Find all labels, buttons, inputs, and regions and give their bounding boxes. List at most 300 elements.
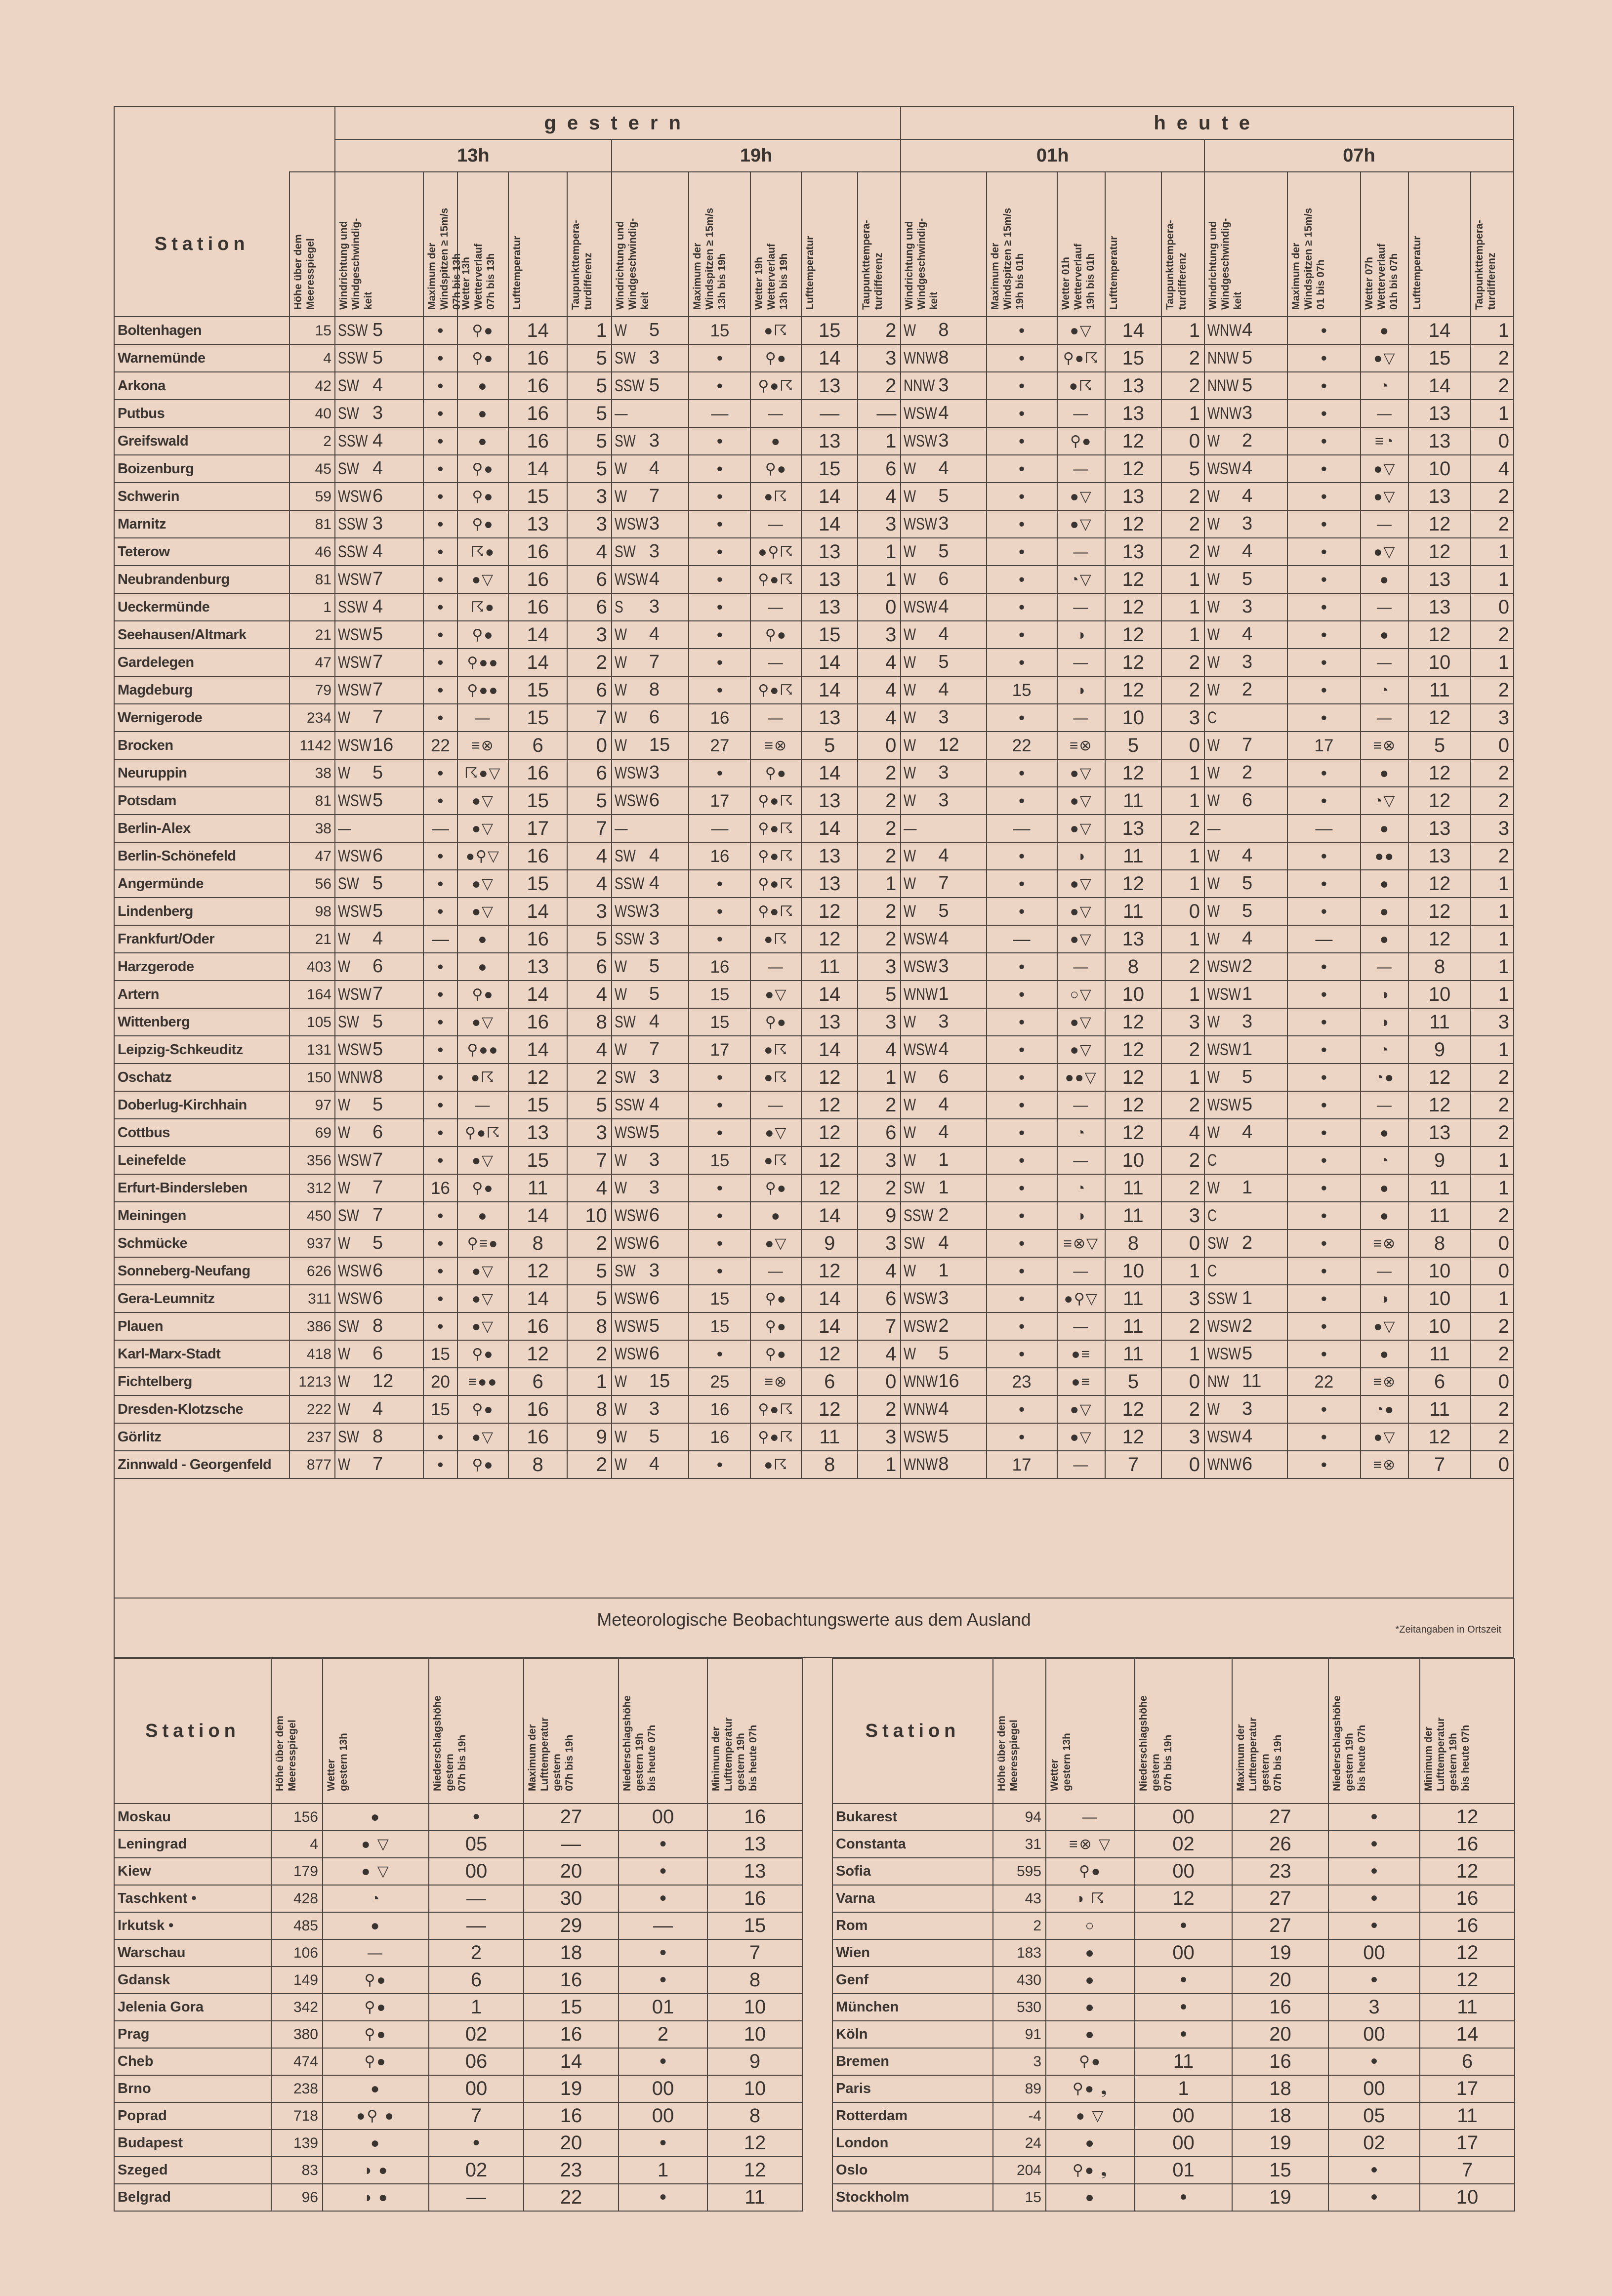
air-temperature: 14	[508, 1036, 568, 1064]
foreign-row	[832, 2075, 1515, 2102]
air-temperature: 15	[508, 870, 568, 898]
wind-speed: 4	[372, 1398, 383, 1419]
dewpoint-difference: 0	[1161, 1230, 1204, 1257]
dewpoint-difference: 1	[1471, 981, 1514, 1008]
station-row	[114, 1174, 1514, 1202]
max-gust: •	[987, 566, 1057, 593]
max-gust: •	[689, 1202, 750, 1230]
max-gust: •	[423, 787, 457, 815]
air-temperature: 12	[801, 1395, 858, 1423]
air-temperature: 8	[508, 1230, 568, 1257]
wind-direction: WSW	[614, 1289, 648, 1308]
weather-symbol: ●▽	[457, 1257, 508, 1285]
station-name: Berlin-Schönefeld	[114, 842, 289, 870]
wind-direction: W	[1207, 542, 1220, 561]
weather-symbol: ≡⊗▽	[1057, 1230, 1105, 1257]
wind-speed: 3	[649, 430, 660, 451]
max-gust: —	[1287, 815, 1361, 842]
wind-speed: 5	[938, 652, 949, 672]
station-name: Warnemünde	[114, 344, 289, 372]
station-row	[114, 676, 1514, 704]
station-altitude: 403	[289, 953, 335, 981]
station-row	[114, 732, 1514, 759]
weather-symbol: ●▽	[1057, 1036, 1105, 1064]
max-temp: 19	[524, 2075, 619, 2102]
weather-symbol: ◔	[1361, 1147, 1408, 1174]
foreign-station-name: Budapest	[114, 2130, 271, 2157]
wind-direction: WNW	[904, 985, 938, 1004]
wind-direction-speed	[612, 1036, 689, 1064]
precip-night: •	[1328, 1831, 1420, 1858]
max-gust: •	[987, 704, 1057, 732]
dewpoint-difference: 3	[1471, 1008, 1514, 1036]
air-temperature: 12	[1105, 427, 1161, 455]
wind-speed: 2	[1241, 956, 1253, 977]
precip-day: 11	[1135, 2048, 1232, 2075]
station-name: Arkona	[114, 372, 289, 400]
dewpoint-difference: 4	[858, 1257, 901, 1285]
air-temperature: 12	[1105, 759, 1161, 787]
weather-symbol: ●	[1361, 815, 1408, 842]
max-gust: •	[987, 1230, 1057, 1257]
wind-speed: 2	[1241, 762, 1253, 783]
dewpoint-difference: 9	[858, 1202, 901, 1230]
air-temperature: 14	[508, 898, 568, 925]
min-temp: 10	[707, 2021, 802, 2048]
foreign-station-name: Köln	[832, 2021, 993, 2048]
wind-direction-speed	[612, 510, 689, 538]
station-row	[114, 427, 1514, 455]
station-altitude: 2	[289, 427, 335, 455]
max-gust: 17	[987, 1451, 1057, 1478]
foreign-row	[114, 1858, 802, 1885]
precip-night: 00	[1328, 2021, 1420, 2048]
wind-direction-speed	[335, 1257, 423, 1285]
station-row	[114, 759, 1514, 787]
subgroup-19h: 19h	[612, 139, 901, 172]
weather-13h: ●	[1046, 2021, 1135, 2048]
foreign-col-header-0: Höhe über dem Meeresspiegel	[993, 1658, 1046, 1804]
wind-speed: 6	[649, 790, 660, 811]
wind-direction-speed	[335, 1064, 423, 1091]
wind-direction: W	[904, 1068, 916, 1087]
col-header-g13-1: Maximum der Windspitzen ≥ 15m/s 07h bis 13h	[423, 172, 457, 317]
wind-speed: 5	[372, 1094, 383, 1115]
weather-symbol: ⚲●	[750, 759, 801, 787]
wind-direction-speed	[335, 427, 423, 455]
weather-13h: ⚲● ❟	[1046, 2157, 1135, 2184]
dewpoint-difference: 2	[1161, 1395, 1204, 1423]
wind-speed: 7	[372, 984, 383, 1004]
air-temperature: 14	[508, 1285, 568, 1312]
wind-direction: SSW	[337, 321, 368, 340]
max-gust: •	[1287, 593, 1361, 621]
air-temperature: 12	[1408, 621, 1470, 649]
wind-direction-speed	[901, 1147, 986, 1174]
weather-symbol: ⚲●	[457, 981, 508, 1008]
foreign-row	[832, 2184, 1515, 2211]
weather-13h: ●	[323, 1912, 429, 1939]
max-gust: 15	[987, 676, 1057, 704]
max-gust: •	[689, 676, 750, 704]
dewpoint-difference: 1	[1471, 1174, 1514, 1202]
weather-symbol: ●☈	[1057, 372, 1105, 400]
wind-direction: W	[904, 542, 916, 561]
wind-direction-speed	[335, 372, 423, 400]
min-temp: 10	[707, 1994, 802, 2021]
dewpoint-difference: 2	[858, 372, 901, 400]
max-temp: 19	[1232, 1939, 1328, 1967]
dewpoint-difference: 0	[858, 1368, 901, 1395]
air-temperature: 13	[801, 566, 858, 593]
air-temperature: 14	[1408, 372, 1470, 400]
max-gust: —	[1287, 925, 1361, 953]
weather-symbol: ⚲●	[457, 510, 508, 538]
max-temp: 16	[1232, 1994, 1328, 2021]
wind-direction-speed	[1204, 870, 1287, 898]
precip-night: •	[619, 2130, 707, 2157]
air-temperature: 10	[1105, 704, 1161, 732]
air-temperature: 13	[508, 1119, 568, 1147]
wind-speed: 4	[1241, 845, 1253, 866]
air-temperature: 15	[508, 1091, 568, 1119]
station-name: Seehausen/Altmark	[114, 621, 289, 649]
wind-direction: W	[1207, 432, 1220, 451]
wind-direction-speed	[335, 759, 423, 787]
min-temp: 17	[1420, 2075, 1515, 2102]
wind-speed: 5	[1241, 347, 1253, 368]
foreign-title: Meteorologische Beobachtungswerte aus dem Ausland	[597, 1609, 1031, 1630]
wind-direction: W	[614, 653, 627, 672]
dewpoint-difference: 1	[858, 870, 901, 898]
wind-direction: SSW	[1207, 1289, 1238, 1308]
wind-direction: W	[904, 1262, 916, 1280]
precip-day: 02	[429, 2021, 524, 2048]
air-temperature: 12	[508, 1340, 568, 1368]
wind-speed: 5	[649, 320, 660, 340]
wind-direction-speed	[901, 1285, 986, 1312]
weather-symbol: ●▽	[750, 1230, 801, 1257]
station-row	[114, 1368, 1514, 1395]
weather-13h: ⚲●	[323, 1967, 429, 1994]
wind-direction: SW	[337, 459, 359, 478]
col-header-h07c-4: Taupunkttempera- turdifferenz	[1471, 172, 1514, 317]
wind-direction: WSW	[614, 515, 648, 533]
wind-direction-speed	[1204, 317, 1287, 344]
wind-speed: 15	[649, 735, 670, 755]
weather-symbol: ≡⊗	[1361, 1368, 1408, 1395]
wind-speed: 2	[1241, 1232, 1253, 1253]
weather-symbol: ●	[1361, 1202, 1408, 1230]
wind-direction-speed	[612, 1064, 689, 1091]
wind-speed: 5	[1241, 901, 1253, 921]
max-temp: 14	[524, 2048, 619, 2075]
wind-direction-speed	[335, 732, 423, 759]
weather-symbol: ●▽	[1361, 1423, 1408, 1451]
air-temperature: 16	[508, 1312, 568, 1340]
station-name: Berlin-Alex	[114, 815, 289, 842]
air-temperature: 11	[1408, 676, 1470, 704]
foreign-row	[114, 1804, 802, 1831]
station-altitude: 937	[289, 1230, 335, 1257]
weather-symbol: ≡⊗	[1361, 1451, 1408, 1478]
weather-symbol: —	[750, 1091, 801, 1119]
min-temp: 6	[1420, 2048, 1515, 2075]
air-temperature: 13	[1408, 483, 1470, 510]
air-temperature: 14	[801, 344, 858, 372]
wind-direction: WSW	[614, 791, 648, 810]
wind-speed: 3	[649, 513, 660, 534]
wind-direction-speed	[335, 621, 423, 649]
max-temp: 27	[524, 1804, 619, 1831]
max-gust: •	[689, 1091, 750, 1119]
max-gust: •	[423, 427, 457, 455]
dewpoint-difference: 5	[567, 455, 611, 483]
station-row	[114, 1147, 1514, 1174]
weather-symbol: ☈●	[457, 538, 508, 566]
wind-direction: W	[614, 736, 627, 755]
station-row	[114, 1395, 1514, 1423]
wind-direction-speed	[335, 649, 423, 676]
foreign-row	[114, 2021, 802, 2048]
dewpoint-difference: 1	[1161, 593, 1204, 621]
max-gust: •	[423, 1036, 457, 1064]
wind-direction: W	[337, 708, 351, 727]
wind-direction-speed	[612, 593, 689, 621]
dewpoint-difference: 3	[858, 1147, 901, 1174]
foreign-altitude: 96	[271, 2184, 323, 2211]
dewpoint-difference: 1	[1471, 317, 1514, 344]
wind-speed: 3	[649, 1177, 660, 1198]
dewpoint-difference: 1	[1161, 787, 1204, 815]
dewpoint-difference: 1	[1161, 870, 1204, 898]
max-gust: •	[987, 1008, 1057, 1036]
min-temp: 11	[707, 2184, 802, 2211]
dewpoint-difference: 4	[858, 649, 901, 676]
dewpoint-difference: 1	[1161, 1340, 1204, 1368]
foreign-row	[114, 1939, 802, 1967]
weather-symbol: —	[750, 510, 801, 538]
precip-night: •	[1328, 1967, 1420, 1994]
dewpoint-difference: 1	[1471, 649, 1514, 676]
weather-symbol: ⚲●	[750, 621, 801, 649]
air-temperature: 13	[801, 1008, 858, 1036]
dewpoint-difference: 2	[1161, 676, 1204, 704]
station-row	[114, 372, 1514, 400]
wind-direction-speed	[612, 483, 689, 510]
station-row	[114, 483, 1514, 510]
station-name: Magdeburg	[114, 676, 289, 704]
wind-direction-speed	[335, 953, 423, 981]
min-temp: 8	[707, 1967, 802, 1994]
max-gust: 16	[423, 1174, 457, 1202]
air-temperature: 12	[1408, 898, 1470, 925]
wind-direction-speed	[901, 538, 986, 566]
max-gust: •	[1287, 1395, 1361, 1423]
wind-direction-speed	[901, 1257, 986, 1285]
air-temperature: 16	[508, 427, 568, 455]
wind-direction-speed	[901, 1395, 986, 1423]
max-gust: •	[987, 1147, 1057, 1174]
foreign-station-name: Bukarest	[832, 1804, 993, 1831]
foreign-station-name: Cheb	[114, 2048, 271, 2075]
wind-direction: WSW	[337, 791, 372, 810]
wind-direction: W	[904, 487, 916, 506]
wind-speed: 3	[649, 1260, 660, 1281]
weather-symbol: ●	[457, 925, 508, 953]
wind-speed: 4	[938, 679, 949, 700]
weather-symbol: ●≡	[1057, 1340, 1105, 1368]
dewpoint-difference: 4	[858, 676, 901, 704]
air-temperature: 13	[1408, 400, 1470, 427]
wind-direction-speed	[901, 1340, 986, 1368]
weather-13h: ●	[1046, 2184, 1135, 2211]
dewpoint-difference: 2	[858, 317, 901, 344]
max-gust: •	[423, 372, 457, 400]
dewpoint-difference: 0	[1161, 1368, 1204, 1395]
dewpoint-difference: 6	[858, 1119, 901, 1147]
air-temperature: 12	[801, 1119, 858, 1147]
weather-symbol: ◔▽	[1361, 787, 1408, 815]
air-temperature: 16	[508, 372, 568, 400]
max-gust: •	[987, 1174, 1057, 1202]
max-gust: •	[423, 842, 457, 870]
wind-speed: 7	[372, 1205, 383, 1226]
weather-symbol: —	[1361, 953, 1408, 981]
station-name: Greifswald	[114, 427, 289, 455]
wind-speed: 3	[938, 1288, 949, 1309]
wind-direction-speed	[901, 455, 986, 483]
max-gust: •	[423, 455, 457, 483]
wind-speed: 6	[372, 1260, 383, 1281]
max-gust: •	[987, 593, 1057, 621]
wind-direction: WSW	[1207, 459, 1241, 478]
max-temp: 27	[1232, 1885, 1328, 1912]
dewpoint-difference: 2	[1471, 510, 1514, 538]
precip-night: •	[1328, 1885, 1420, 1912]
wind-speed: 3	[938, 1011, 949, 1032]
dewpoint-difference: 1	[1471, 1285, 1514, 1312]
dewpoint-difference: 0	[1161, 1451, 1204, 1478]
wind-direction: SSW	[614, 376, 645, 395]
wind-direction: NNW	[1207, 349, 1239, 368]
dewpoint-difference: 2	[567, 1064, 611, 1091]
dewpoint-difference: 1	[1471, 400, 1514, 427]
dewpoint-difference: 1	[1161, 981, 1204, 1008]
wind-direction: W	[337, 1179, 351, 1197]
wind-direction: WSW	[614, 902, 648, 921]
weather-symbol: ●	[1361, 870, 1408, 898]
wind-speed: 3	[649, 347, 660, 368]
station-row	[114, 981, 1514, 1008]
wind-direction: W	[904, 625, 916, 644]
max-gust: •	[987, 427, 1057, 455]
foreign-col-header-3: Maximum der Lufttemperatur gestern 07h bis 19h	[1232, 1658, 1328, 1804]
dewpoint-difference: 0	[1471, 732, 1514, 759]
wind-speed: 7	[372, 1177, 383, 1198]
weather-symbol: ●▽	[457, 1423, 508, 1451]
weather-symbol: ◑	[1361, 1285, 1408, 1312]
air-temperature: 11	[1105, 787, 1161, 815]
dewpoint-difference: 0	[1161, 898, 1204, 925]
wind-direction-speed	[612, 1368, 689, 1395]
dewpoint-difference: 6	[858, 455, 901, 483]
weather-symbol: —	[1057, 1147, 1105, 1174]
max-gust: 22	[1287, 1368, 1361, 1395]
weather-symbol: —	[750, 593, 801, 621]
foreign-station-name: Varna	[832, 1885, 993, 1912]
air-temperature: 9	[1408, 1147, 1470, 1174]
foreign-altitude: 156	[271, 1804, 323, 1831]
dewpoint-difference: 2	[567, 1230, 611, 1257]
dewpoint-difference: 1	[1471, 538, 1514, 566]
foreign-station-name: Moskau	[114, 1804, 271, 1831]
weather-symbol: ●▽	[1057, 815, 1105, 842]
wind-speed: 6	[372, 486, 383, 506]
wind-direction: W	[614, 681, 627, 699]
station-row	[114, 1257, 1514, 1285]
weather-symbol: ●▽	[1361, 455, 1408, 483]
wind-direction-speed	[901, 1451, 986, 1478]
air-temperature: 9	[1408, 1036, 1470, 1064]
wind-speed: 3	[938, 790, 949, 811]
wind-speed: 6	[649, 1205, 660, 1226]
max-gust: •	[423, 981, 457, 1008]
wind-direction-speed	[612, 870, 689, 898]
max-gust: •	[423, 1064, 457, 1091]
wind-direction: W	[1207, 515, 1220, 533]
dewpoint-difference: 6	[567, 759, 611, 787]
wind-direction-speed	[901, 704, 986, 732]
max-gust: •	[1287, 1174, 1361, 1202]
weather-symbol: ⚲●	[750, 1340, 801, 1368]
weather-symbol: ●	[457, 953, 508, 981]
wind-speed: 5	[649, 375, 660, 396]
foreign-station-name: Stockholm	[832, 2184, 993, 2211]
dewpoint-difference: 0	[1471, 1451, 1514, 1478]
precip-day: —	[429, 2184, 524, 2211]
air-temperature: 12	[801, 1340, 858, 1368]
air-temperature: 14	[801, 649, 858, 676]
wind-speed: 6	[649, 1343, 660, 1364]
wind-direction-speed	[1204, 676, 1287, 704]
wind-direction-speed	[1204, 455, 1287, 483]
wind-direction: W	[614, 1151, 627, 1170]
dewpoint-difference: 3	[567, 1119, 611, 1147]
precip-night: •	[1328, 1804, 1420, 1831]
air-temperature: 13	[1408, 842, 1470, 870]
wind-direction-speed	[612, 372, 689, 400]
wind-direction-speed	[612, 981, 689, 1008]
max-gust: •	[689, 372, 750, 400]
wind-direction-speed	[1204, 704, 1287, 732]
weather-symbol: ◑	[1057, 621, 1105, 649]
wind-direction: SSW	[614, 874, 645, 893]
wind-direction: W	[337, 1096, 351, 1114]
wind-direction-speed	[1204, 787, 1287, 815]
max-gust: 22	[987, 732, 1057, 759]
weather-symbol: ◔	[1361, 1036, 1408, 1064]
air-temperature: 13	[801, 704, 858, 732]
air-temperature: 10	[1105, 981, 1161, 1008]
wind-speed: 5	[649, 1315, 660, 1336]
wind-direction: WSW	[904, 1040, 938, 1059]
weather-symbol: ⚲●	[750, 455, 801, 483]
foreign-station-name: Belgrad	[114, 2184, 271, 2211]
wind-direction: W	[614, 957, 627, 976]
air-temperature: 12	[1105, 510, 1161, 538]
wind-speed: 3	[649, 541, 660, 562]
